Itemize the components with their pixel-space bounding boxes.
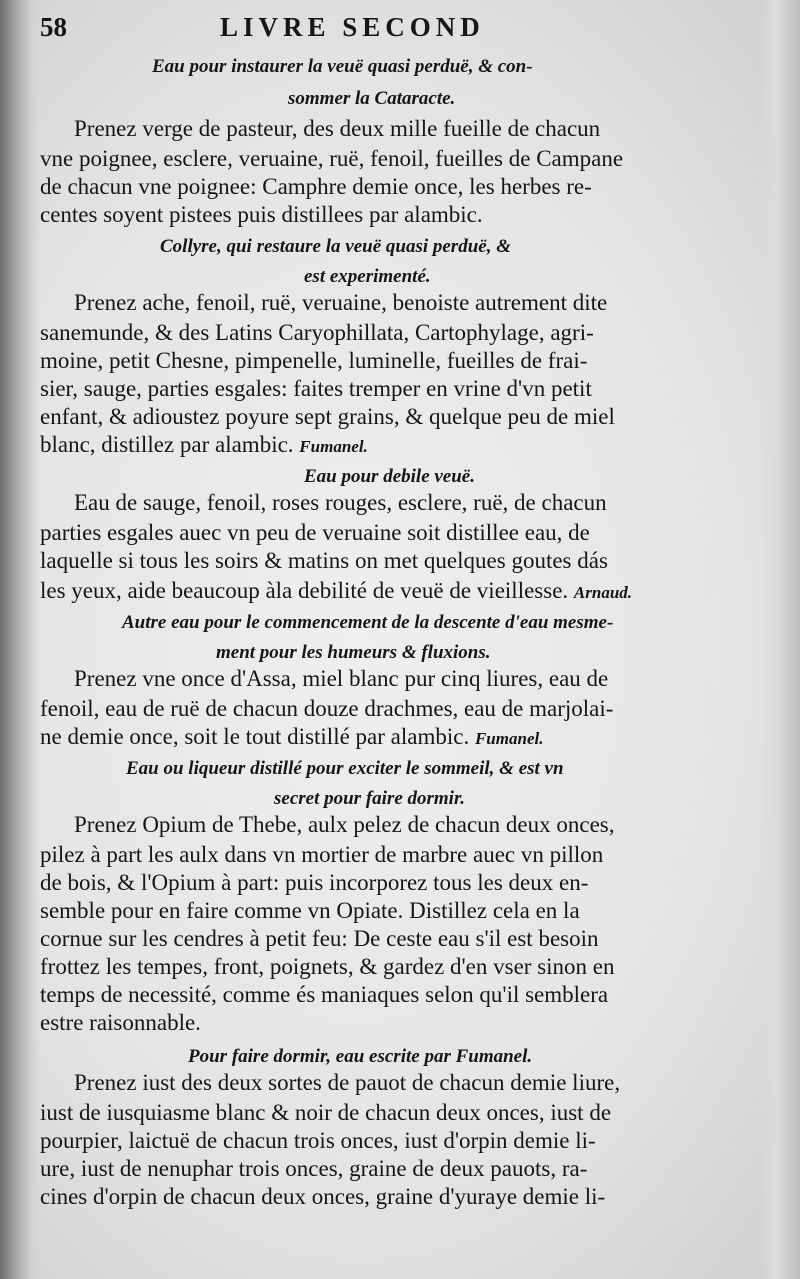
body-line: pilez à part les aulx dans vn mortier de marbre auec vn pillon bbox=[40, 842, 604, 867]
body-line: Prenez verge de pasteur, des deux mille fueille de chacun bbox=[74, 116, 601, 141]
body-line bbox=[40, 578, 632, 604]
section-heading-line: Eau pour debile veuë. bbox=[304, 466, 475, 487]
author-attribution: Fumanel. bbox=[474, 729, 544, 748]
body-line: ure, iust de nenuphar trois onces, graine de deux pauots, ra- bbox=[40, 1156, 588, 1181]
running-head: LIVRE SECOND bbox=[220, 12, 485, 42]
body-line: Prenez ache, fenoil, ruë, veruaine, benoiste autrement dite bbox=[74, 290, 608, 315]
body-line: Prenez Opium de Thebe, aulx pelez de chacun deux onces, bbox=[74, 812, 615, 837]
body-line: semble pour en faire comme vn Opiate. Distillez cela en la bbox=[40, 898, 580, 923]
body-line: sier, sauge, parties esgales: faites tremper en vrine d'vn petit bbox=[40, 376, 592, 401]
author-attribution: Fumanel. bbox=[299, 437, 368, 456]
section-heading-line: ment pour les humeurs & fluxions. bbox=[216, 642, 491, 663]
author-attribution: Arnaud. bbox=[573, 583, 633, 602]
body-line: estre raisonnable. bbox=[40, 1010, 201, 1035]
body-line: vne poignee, esclere, veruaine, ruë, fenoil, fueilles de Campane bbox=[40, 146, 624, 171]
body-line: temps de necessité, comme és maniaques selon qu'il semblera bbox=[40, 982, 609, 1007]
body-text: les yeux, aide beaucoup àla debilité de veuë de vieillesse. bbox=[40, 578, 569, 603]
body-line: frottez les tempes, front, poignets, & gardez d'en vser sinon en bbox=[40, 954, 615, 979]
body-line: pourpier, laictuë de chacun trois onces, iust d'orpin demie li- bbox=[40, 1128, 596, 1153]
body-line: Prenez vne once d'Assa, miel blanc pur cinq liures, eau de bbox=[74, 666, 609, 691]
binding-gutter-shadow bbox=[0, 0, 40, 1279]
body-line bbox=[40, 432, 368, 458]
section-heading-line: Eau ou liqueur distillé pour exciter le sommeil, & est vn bbox=[126, 758, 564, 779]
body-line: cines d'orpin de chacun deux onces, graine d'yuraye demie li- bbox=[40, 1184, 606, 1209]
section-heading-line: Collyre, qui restaure la veuë quasi perduë, & bbox=[160, 236, 511, 257]
page-edge-shadow bbox=[760, 0, 800, 1279]
body-text: ne demie once, soit le tout distillé par alambic. bbox=[40, 724, 470, 749]
page-header bbox=[40, 10, 740, 44]
section-heading-line: Eau pour instaurer la veuë quasi perduë, & con- bbox=[152, 56, 533, 77]
page-number: 58 bbox=[40, 12, 67, 42]
section-heading-line: Autre eau pour le commencement de la descente d'eau mesme- bbox=[122, 612, 614, 633]
body-line: fenoil, eau de ruë de chacun douze drachmes, eau de marjolai- bbox=[40, 696, 614, 721]
body-line: enfant, & adioustez poyure sept grains, & quelque peu de miel bbox=[40, 404, 615, 429]
body-line: laquelle si tous les soirs & matins on met quelques goutes dás bbox=[40, 548, 608, 573]
body-line: parties esgales auec vn peu de veruaine soit distillee eau, de bbox=[40, 520, 590, 545]
body-line bbox=[40, 724, 543, 750]
section-heading-line: sommer la Cataracte. bbox=[288, 88, 456, 109]
body-line: Prenez iust des deux sortes de pauot de chacun demie liure, bbox=[74, 1070, 621, 1095]
body-text: blanc, distillez par alambic. bbox=[40, 432, 294, 457]
section-heading-line: Pour faire dormir, eau escrite par Fumanel. bbox=[188, 1046, 533, 1067]
body-line: Eau de sauge, fenoil, roses rouges, esclere, ruë, de chacun bbox=[74, 490, 607, 515]
body-line: centes soyent pistees puis distillees par alambic. bbox=[40, 202, 483, 227]
section-heading-line: est experimenté. bbox=[304, 266, 431, 287]
body-line: iust de iusquiasme blanc & noir de chacun deux onces, iust de bbox=[40, 1100, 612, 1125]
body-line: de chacun vne poignee: Camphre demie once, les herbes re- bbox=[40, 174, 592, 199]
body-line: moine, petit Chesne, pimpenelle, luminelle, fueilles de frai- bbox=[40, 348, 588, 373]
body-line: de bois, & l'Opium à part: puis incorporez tous les deux en- bbox=[40, 870, 589, 895]
body-line: cornue sur les cendres à petit feu: De ceste eau s'il est besoin bbox=[40, 926, 599, 951]
body-line: sanemunde, & des Latins Caryophillata, Cartophylage, agri- bbox=[40, 320, 594, 345]
section-heading-line: secret pour faire dormir. bbox=[274, 788, 466, 809]
